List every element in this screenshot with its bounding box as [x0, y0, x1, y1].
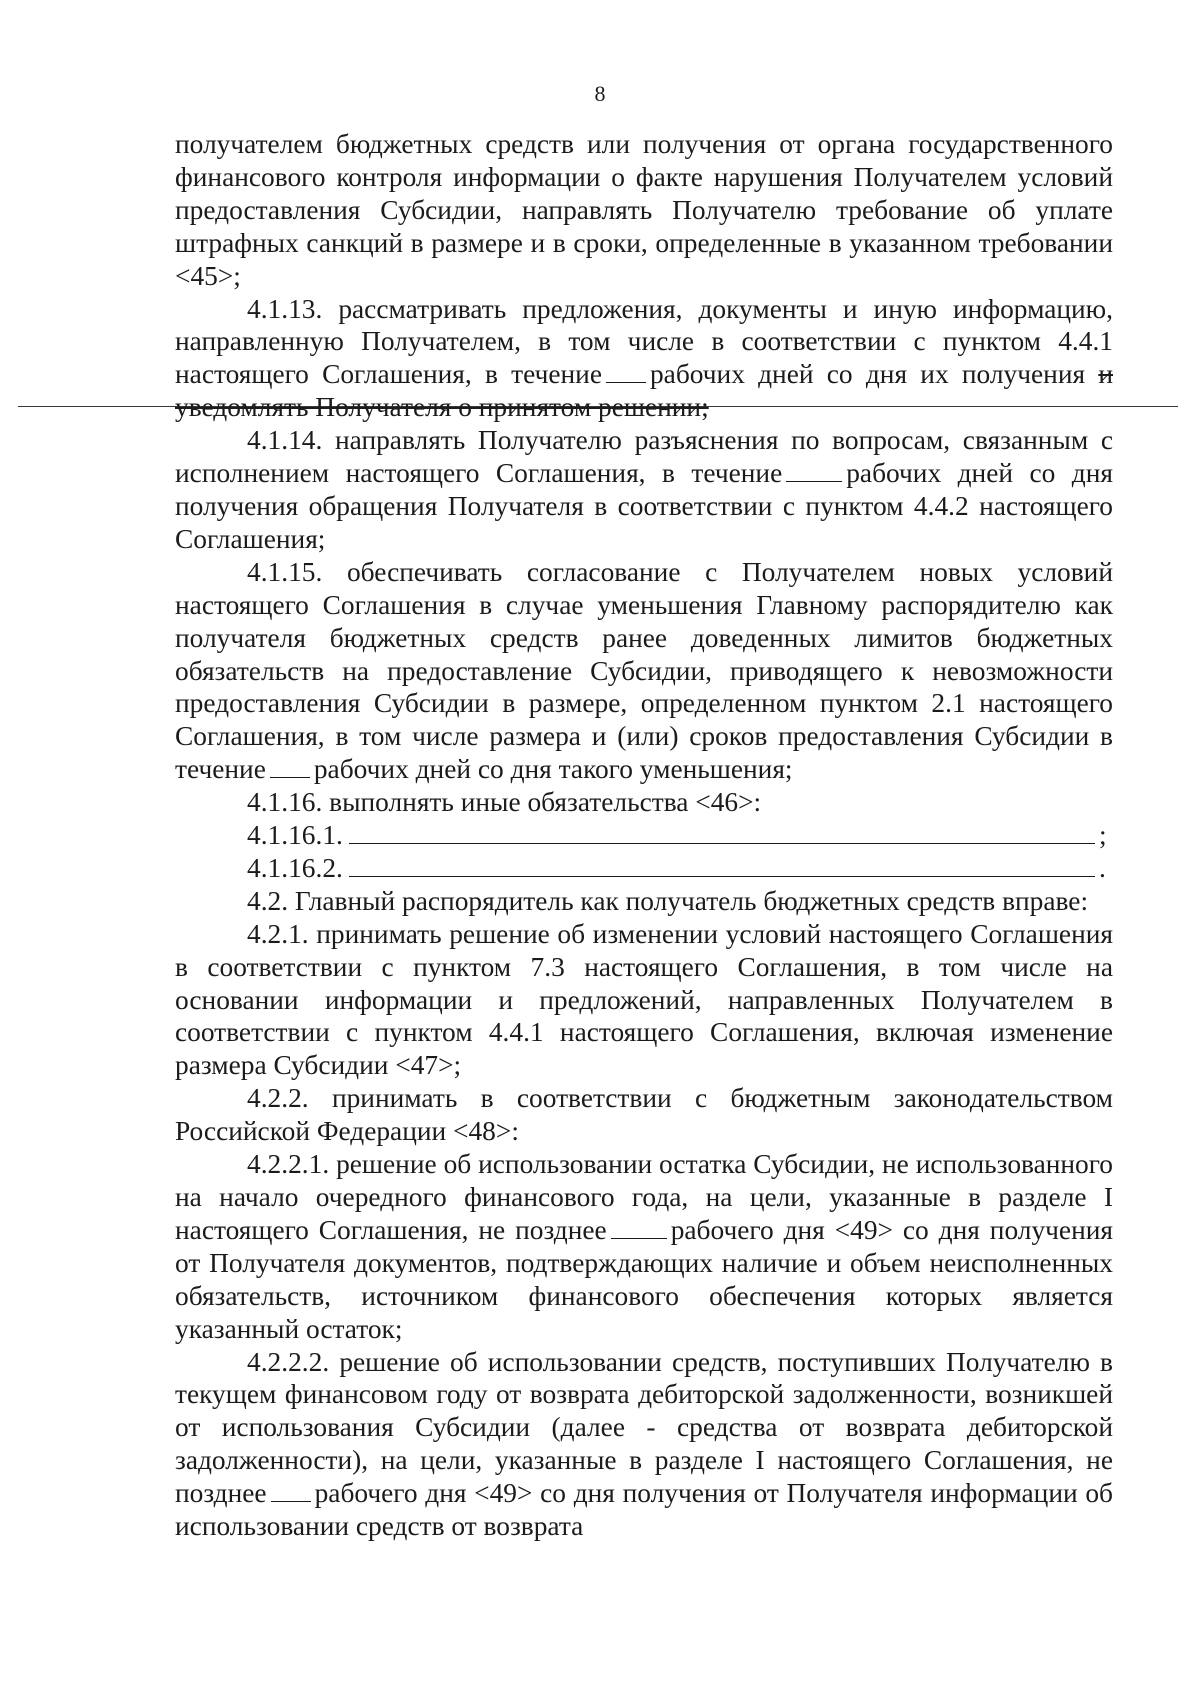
blank-field	[606, 360, 646, 383]
paragraph-4-2-2: 4.2.2. принимать в соответствии с бюджетным законодательством Российской Федерации <48>:	[175, 1083, 1113, 1147]
line-end-punct: .	[1099, 852, 1106, 883]
paragraph-4-1-13	[175, 293, 1113, 425]
page-number: 8	[594, 81, 606, 106]
item-number: 4.1.16.2.	[247, 852, 343, 883]
paragraph-4-2-2-1	[175, 1148, 1113, 1345]
paragraph-text: рабочего дня <49> со дня получения от Получателя документов, подтверждающих наличие и объем неисполненных обязательств, источником финансового обеспечения которых является указанный остаток;	[175, 1214, 1113, 1344]
paragraph-text: 4.2.2.2. решение об использовании средств, поступивших Получателю в текущем финансовом году от возврата дебиторской задолженности, возникшей от использования Субсидии (далее - средства от возврата дебиторской задолженности), на цели, указанные в разделе I настоящего Соглашения, не позднее	[175, 1346, 1113, 1509]
paragraph-4-2-2-2	[175, 1346, 1113, 1543]
blank-field	[271, 1479, 311, 1502]
fill-line-4-1-16-1	[175, 819, 1113, 852]
line-end-punct: ;	[1099, 820, 1107, 851]
paragraph-4-2-1: 4.2.1. принимать решение об изменении условий настоящего Соглашения в соответствии с пунктом 7.3 настоящего Соглашения, в том числе на основании информации и предложений, направленных Получателем в соответствии с пунктом 4.4.1 настоящего Соглашения, включая изменение размера Субсидии <47>;	[175, 918, 1113, 1081]
paragraph-text: рабочего дня <49> со дня получения от Получателя информации об использовании средств от возврата	[175, 1478, 1113, 1542]
paragraph-4-1-16: 4.1.16. выполнять иные обязательства <46>:	[247, 787, 762, 818]
blank-line	[349, 821, 1095, 844]
blank-field	[786, 459, 842, 482]
paragraph-text: 4.1.15. обеспечивать согласование с Получателем новых условий настоящего Соглашения в случае уменьшения Главному распорядителю как получателя бюджетных средств ранее доведенных лимитов бюджетных обязательств на предоставление Субсидии, приводящего к невозможности предоставления Субсидии в размере, определенном пунктом 2.1 настоящего Соглашения, в том числе размера и (или) сроков предоставления Субсидии в течение	[175, 556, 1113, 785]
blank-line	[349, 854, 1095, 877]
paragraph-text: 4.1.13. рассматривать предложения, документы и иную информацию, направленную Получателем, в том числе в соответствии с пунктом 4.4.1 настоящего Соглашения, в течение	[175, 293, 1113, 390]
paragraph-text: рабочих дней со дня получения обращения Получателя в соответствии с пунктом 4.4.2 настоящего Соглашения;	[175, 458, 1113, 554]
blank-field	[270, 755, 310, 778]
paragraph-text: 4.2.2.1. решение об использовании остатка Субсидии, не использованного на начало очередного финансового года, на цели, указанные в разделе I настоящего Соглашения, не позднее	[175, 1149, 1113, 1245]
paragraph-text: рабочих дней со дня такого уменьшения;	[313, 754, 793, 785]
paragraph-4-1-15	[175, 556, 1113, 786]
paragraph-4-2: 4.2. Главный распорядитель как получатель бюджетных средств вправе:	[247, 885, 1089, 916]
paragraph-4-1-14	[175, 424, 1113, 556]
paragraph-text: 4.1.14. направлять Получателю разъяснения по вопросам, связанным с исполнением настоящего Соглашения, в течение	[175, 425, 1113, 489]
paragraph-continuation: получателем бюджетных средств или получения от органа государственного финансового контроля информации о факте нарушения Получателем условий предоставления Субсидии, направлять Получателю требование об уплате штрафных санкций в размере и в сроки, определенные в указанном требовании <45>;	[175, 129, 1113, 291]
fill-line-4-1-16-2	[175, 852, 1113, 885]
item-number: 4.1.16.1.	[247, 820, 343, 851]
document-body	[175, 128, 1113, 1543]
paragraph-text: рабочих дней со дня их получения	[649, 359, 1086, 390]
blank-field	[611, 1216, 667, 1239]
struck-text: и уведомлять Получателя о принятом решении;	[175, 359, 1113, 423]
